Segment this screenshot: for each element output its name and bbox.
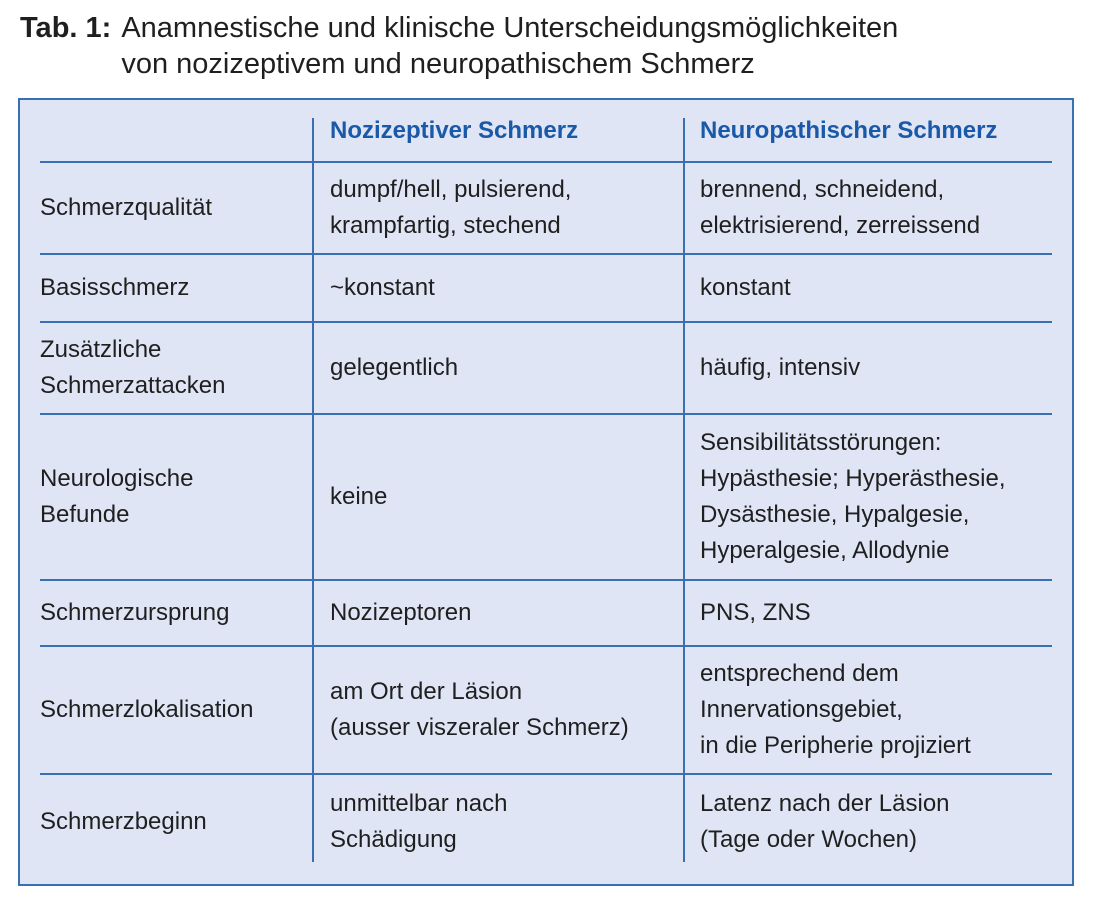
row-divider	[40, 773, 1052, 775]
table-caption	[20, 10, 898, 82]
nozizeptiv-cell: am Ort der Läsion (ausser viszeraler Schmerz)	[330, 678, 629, 741]
row-divider	[40, 579, 1052, 581]
neuropathisch-cell: entsprechend dem Innervationsgebiet, in die Peripherie projiziert	[700, 660, 971, 759]
neuropathisch-cell: brennend, schneidend, elektrisierend, zerreissend	[700, 176, 981, 239]
neuropathisch-cell: Sensibilitätsstörungen: Hypästhesie; Hyperästhesie, Dysästhesie, Hypalgesie, Hyperalgesie, Allodynie	[700, 429, 1006, 564]
row-label: Zusätzliche Schmerzattacken	[40, 336, 226, 399]
table-row	[20, 162, 1072, 254]
table-header-row	[20, 100, 1072, 162]
nozizeptiv-cell: unmittelbar nach Schädigung	[330, 790, 508, 853]
caption-line-1: Anamnestische und klinische Unterscheidungsmöglichkeiten	[121, 12, 899, 44]
row-label: Schmerzqualität	[40, 194, 213, 221]
caption-text	[121, 10, 898, 82]
neuropathisch-cell: häufig, intensiv	[700, 354, 861, 381]
table-row	[20, 322, 1072, 414]
row-divider	[40, 161, 1052, 163]
table-row	[20, 774, 1072, 870]
caption-line-2: von nozizeptivem und neuropathischem Schmerz	[121, 48, 755, 80]
row-label: Neurologische Befunde	[40, 465, 194, 528]
table-row	[20, 254, 1072, 322]
nozizeptiv-cell: keine	[330, 483, 388, 510]
header-cell-empty	[40, 100, 312, 162]
row-divider	[40, 321, 1052, 323]
row-divider	[40, 413, 1052, 415]
table-row	[20, 646, 1072, 774]
neuropathisch-cell: Latenz nach der Läsion (Tage oder Wochen)	[700, 790, 950, 853]
table-row	[20, 414, 1072, 580]
column-divider	[683, 118, 685, 862]
nozizeptiv-cell: Nozizeptoren	[330, 599, 472, 626]
caption-label: Tab. 1:	[20, 12, 112, 44]
row-label: Basisschmerz	[40, 274, 190, 301]
header-cell-neuropathisch: Neuropathischer Schmerz	[700, 117, 998, 144]
nozizeptiv-cell: ~konstant	[330, 274, 435, 301]
row-label: Schmerzlokalisation	[40, 696, 254, 723]
table-row	[20, 580, 1072, 646]
row-divider	[40, 645, 1052, 647]
row-label: Schmerzbeginn	[40, 808, 207, 835]
comparison-table	[18, 98, 1074, 886]
nozizeptiv-cell: gelegentlich	[330, 354, 459, 381]
neuropathisch-cell: konstant	[700, 274, 791, 301]
neuropathisch-cell: PNS, ZNS	[700, 599, 811, 626]
nozizeptiv-cell: dumpf/hell, pulsierend, krampfartig, stechend	[330, 176, 572, 239]
header-cell-nozizeptiv: Nozizeptiver Schmerz	[330, 117, 579, 144]
row-divider	[40, 253, 1052, 255]
column-divider	[312, 118, 314, 862]
row-label: Schmerzursprung	[40, 599, 230, 626]
